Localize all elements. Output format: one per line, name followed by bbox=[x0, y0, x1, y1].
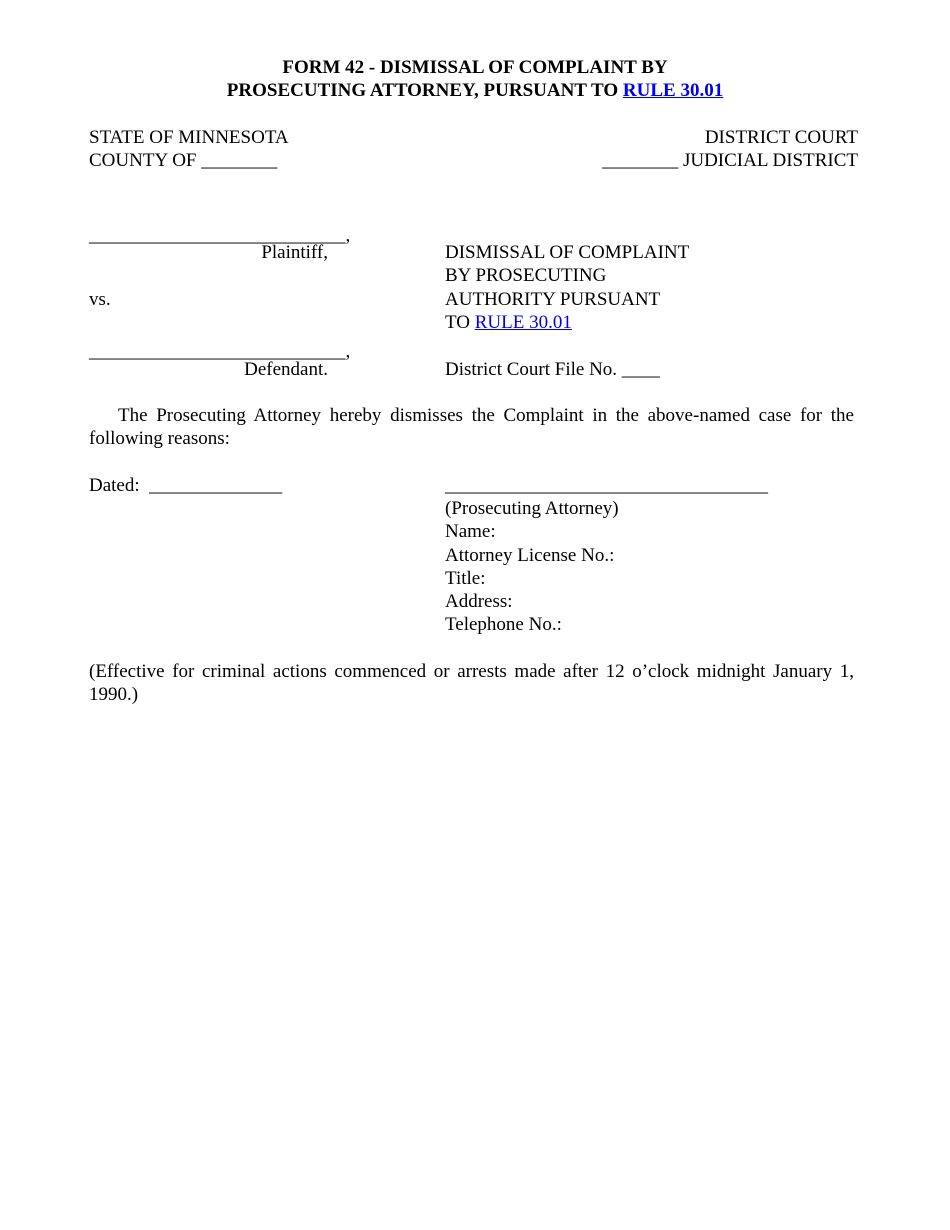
dismissal-statement: The Prosecuting Attorney hereby dismisses the Complaint in the above-named case for the following reasons: bbox=[89, 405, 854, 449]
document-title-line-2: BY PROSECUTING bbox=[445, 265, 607, 286]
form-title-text-2: PROSECUTING ATTORNEY, PURSUANT TO bbox=[226, 80, 623, 101]
defendant-label: Defendant. bbox=[244, 359, 328, 380]
dated-field bbox=[89, 474, 282, 497]
dated-blank: ______________ bbox=[149, 475, 283, 496]
form-title-line-1 bbox=[0, 56, 950, 79]
prosecuting-attorney-label: (Prosecuting Attorney) bbox=[445, 498, 619, 519]
name-label: Name: bbox=[445, 521, 496, 542]
rule-30-01-caption-link[interactable]: RULE 30.01 bbox=[474, 312, 572, 333]
effective-date-note: (Effective for criminal actions commenced or arrests made after 12 o’clock midnight January 1, 1990.) bbox=[89, 661, 854, 705]
defendant-blank-line: ___________________________, bbox=[89, 341, 351, 362]
plaintiff-blank-line: ___________________________, bbox=[89, 225, 351, 246]
document-title-line-3: AUTHORITY PURSUANT bbox=[445, 289, 661, 310]
document-title-line-1: DISMISSAL OF COMPLAINT bbox=[445, 242, 690, 263]
attorney-license-label: Attorney License No.: bbox=[445, 545, 615, 566]
plaintiff-label: Plaintiff, bbox=[261, 242, 328, 263]
document-title-prefix: TO bbox=[445, 312, 475, 333]
address-label: Address: bbox=[445, 591, 513, 612]
court-name: DISTRICT COURT bbox=[704, 127, 858, 148]
county-label: COUNTY OF ________ bbox=[89, 150, 278, 171]
district-court-file-no: District Court File No. ____ bbox=[445, 359, 660, 380]
dated-label: Dated: bbox=[89, 475, 140, 496]
document-title-line-4 bbox=[445, 311, 572, 334]
judicial-district: ________ JUDICIAL DISTRICT bbox=[602, 150, 858, 171]
vs-label: vs. bbox=[89, 289, 111, 310]
form-title-line-2 bbox=[0, 79, 950, 102]
state-label: STATE OF MINNESOTA bbox=[89, 127, 289, 148]
form-title-text-1: FORM 42 - DISMISSAL OF COMPLAINT BY bbox=[282, 57, 668, 78]
title-label: Title: bbox=[445, 568, 486, 589]
rule-30-01-title-link[interactable]: RULE 30.01 bbox=[622, 80, 724, 101]
telephone-label: Telephone No.: bbox=[445, 614, 562, 635]
signature-line: __________________________________ bbox=[445, 475, 768, 496]
